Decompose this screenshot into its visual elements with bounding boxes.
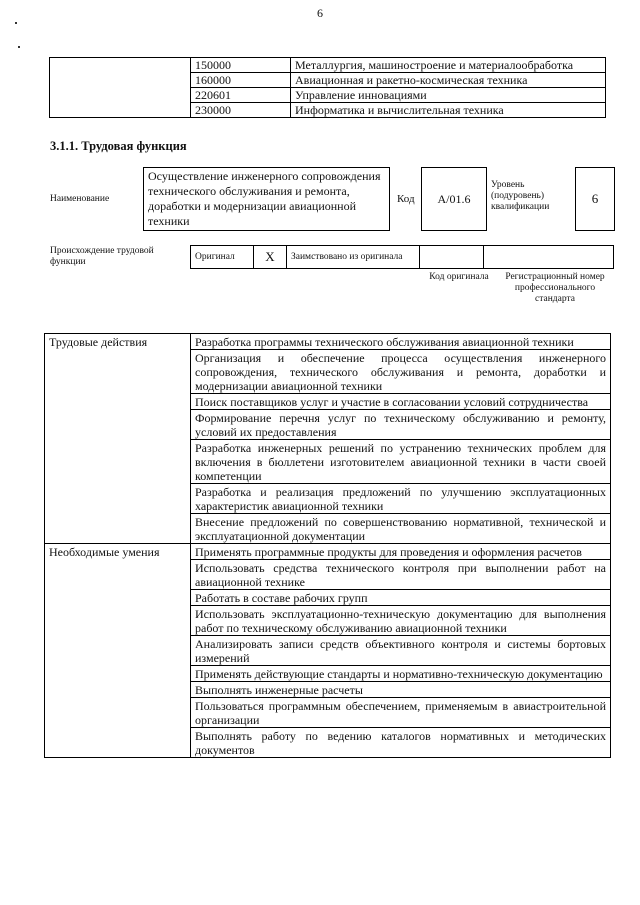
- list-item: Поиск поставщиков услуг и участие в согласовании условий сотрудничества: [191, 394, 611, 410]
- original-label: Оригинал: [191, 246, 254, 269]
- name-cell: Управление инновациями: [291, 88, 606, 103]
- list-item: Использовать средства технического контроля при выполнении работ на авиационной технике: [191, 560, 611, 590]
- function-code-box: А/01.6: [421, 167, 487, 231]
- table-row: [191, 246, 614, 269]
- reg-number-cell: [484, 246, 614, 269]
- code-original-cell: [420, 246, 484, 269]
- table-row: [50, 58, 606, 73]
- borrowed-label: Заимствовано из оригинала: [287, 246, 420, 269]
- name-cell: Информатика и вычислительная техника: [291, 103, 606, 118]
- code-cell: 220601: [191, 88, 291, 103]
- section-title: 3.1.1. Трудовая функция: [50, 139, 187, 153]
- code-cell: 160000: [191, 73, 291, 88]
- origin-label: Происхождение трудовой функции: [50, 246, 154, 267]
- table-row: [45, 334, 611, 350]
- page-number: 6: [317, 6, 323, 20]
- list-item: Выполнять работу по ведению каталогов нормативных и методических документов: [191, 728, 611, 758]
- origin-table: [190, 245, 614, 269]
- list-item: Выполнять инженерные расчеты: [191, 682, 611, 698]
- list-item: Разработка и реализация предложений по улучшению эксплуатационных характеристик авиационной техники: [191, 484, 611, 514]
- list-item: Работать в составе рабочих групп: [191, 590, 611, 606]
- level-label: Уровень (подуровень) квалификации: [491, 180, 550, 212]
- scan-speck: [18, 46, 20, 48]
- code-label: Код: [397, 193, 415, 205]
- code-cell: 230000: [191, 103, 291, 118]
- original-mark: X: [254, 246, 287, 269]
- list-item: Разработка программы технического обслуживания авиационной техники: [191, 334, 611, 350]
- table-row: [45, 544, 611, 560]
- reg-number-caption: Регистрационный номер профессионального стандарта: [505, 272, 605, 304]
- scan-speck: [15, 22, 17, 24]
- name-label: Наименование: [50, 194, 110, 204]
- list-item: Организация и обеспечение процесса осуществления инженерного сопровождения, технического обслуживания и ремонта, доработки и модернизации авиационной техники: [191, 350, 611, 394]
- list-item: Внесение предложений по совершенствованию нормативной, технической и эксплуатационной документации: [191, 514, 611, 544]
- code-original-caption: Код оригинала: [429, 272, 489, 282]
- name-cell: Металлургия, машиностроение и материалообработка: [291, 58, 606, 73]
- labor-function-table: [44, 333, 611, 758]
- blank-cell: [50, 58, 191, 118]
- code-cell: 150000: [191, 58, 291, 73]
- section-head: Трудовые действия: [45, 334, 191, 544]
- list-item: Использовать эксплуатационно-техническую документацию для выполнения работ по техническому обслуживанию авиационной техники: [191, 606, 611, 636]
- name-cell: Авиационная и ракетно-космическая техника: [291, 73, 606, 88]
- function-name-box: Осуществление инженерного сопровождения технического обслуживания и ремонта, доработки и модернизации авиационной техники: [143, 167, 390, 231]
- list-item: Формирование перечня услуг по техническому обслуживанию и ремонту, условий их предоставления: [191, 410, 611, 440]
- list-item: Анализировать записи средств объективного контроля и системы бортовых измерений: [191, 636, 611, 666]
- list-item: Пользоваться программным обеспечением, применяемым в авиастроительной организации: [191, 698, 611, 728]
- list-item: Применять действующие стандарты и нормативно-техническую документацию: [191, 666, 611, 682]
- list-item: Разработка инженерных решений по устранению технических проблем для включения в бюллетени изготовителем авиационной техники в части своей компетенции: [191, 440, 611, 484]
- level-value-box: 6: [575, 167, 615, 231]
- codes-table: [49, 57, 606, 118]
- list-item: Применять программные продукты для проведения и оформления расчетов: [191, 544, 611, 560]
- section-head: Необходимые умения: [45, 544, 191, 758]
